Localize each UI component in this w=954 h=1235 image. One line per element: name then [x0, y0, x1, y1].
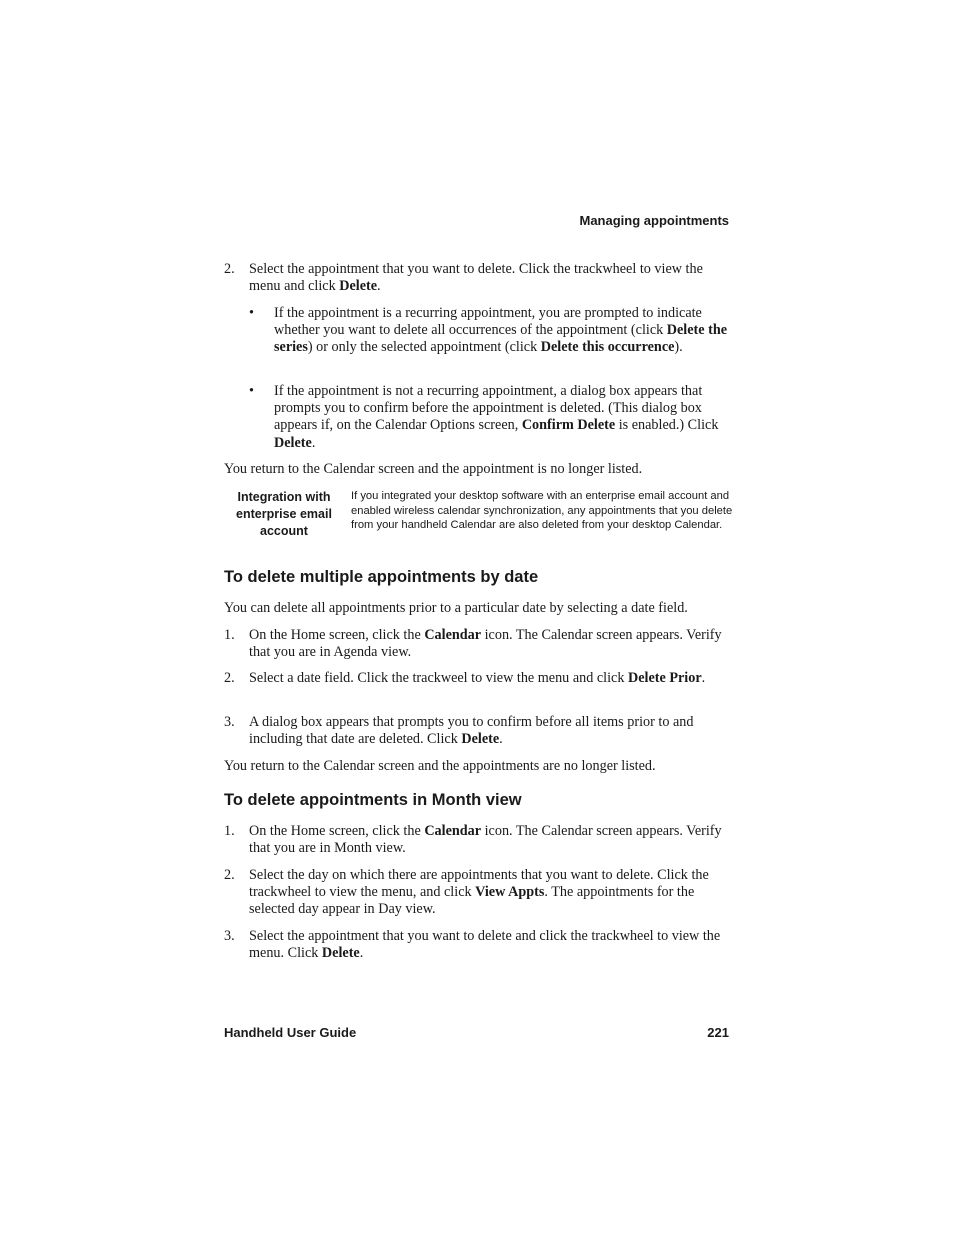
step-number: 3.: [224, 714, 235, 730]
bullet-text: If the appointment is a recurring appointment, you are prompted to indicate whether you want to delete all occurrences of the appointment (click Delete the series) or only the selected appointment (click Delete this occurrence).: [274, 305, 728, 356]
step-text: Select the day on which there are appointments that you want to delete. Click the trackwheel to view the menu, and click View Appts. The appointments for the selected day appear in Day view.: [249, 867, 709, 918]
page-number: 221: [707, 1025, 729, 1040]
step-number: 2.: [224, 867, 235, 883]
intro-paragraph: You can delete all appointments prior to a particular date by selecting a date field.: [224, 600, 688, 616]
note-text: If you integrated your desktop software with an enterprise email account and enabled wireless calendar synchronization, any appointments that you delete from your handheld Calendar are also deleted from your desktop Calendar.: [351, 490, 733, 531]
step-text: A dialog box appears that prompts you to confirm before all items prior to and including that date are deleted. Click Delete.: [249, 714, 694, 748]
step-text: Select a date field. Click the trackweel to view the menu and click Delete Prior.: [249, 670, 706, 686]
step-item: [224, 928, 729, 962]
bullet-symbol: •: [249, 383, 254, 399]
section-heading: To delete multiple appointments by date: [224, 568, 539, 586]
bullet-item: [249, 305, 729, 357]
step-number: 1.: [224, 627, 235, 643]
step-text: On the Home screen, click the Calendar icon. The Calendar screen appears. Verify that you are in Agenda view.: [249, 627, 722, 661]
step-number: 2.: [224, 261, 235, 277]
step-item: [224, 261, 729, 295]
step-number: 3.: [224, 928, 235, 944]
step-number: 1.: [224, 823, 235, 839]
step-number: 2.: [224, 670, 235, 686]
bullet-item: [249, 383, 729, 452]
footer-title: Handheld User Guide: [224, 1025, 357, 1040]
running-header: Managing appointments: [579, 213, 729, 228]
step-text: Select the appointment that you want to delete and click the trackwheel to view the menu. Click Delete.: [249, 928, 721, 962]
note-label: Integration with enterprise email account: [236, 490, 332, 538]
step-item: [224, 627, 729, 661]
step-text: Select the appointment that you want to delete. Click the trackwheel to view the menu and click Delete.: [249, 261, 703, 295]
step-item: [224, 670, 729, 687]
step-item: [224, 867, 729, 919]
step-item: [224, 714, 729, 748]
result-paragraph: You return to the Calendar screen and the appointment is no longer listed.: [224, 461, 643, 477]
result-paragraph: You return to the Calendar screen and the appointments are no longer listed.: [224, 758, 656, 774]
section-heading: To delete appointments in Month view: [224, 791, 522, 809]
step-item: [224, 823, 729, 857]
step-text: On the Home screen, click the Calendar icon. The Calendar screen appears. Verify that you are in Month view.: [249, 823, 722, 857]
bullet-text: If the appointment is not a recurring appointment, a dialog box appears that prompts you to confirm before the appointment is deleted. (This dialog box appears if, on the Calendar Options screen, Confirm Delete is enabled.) Click Delete.: [274, 383, 719, 451]
bullet-symbol: •: [249, 305, 254, 321]
